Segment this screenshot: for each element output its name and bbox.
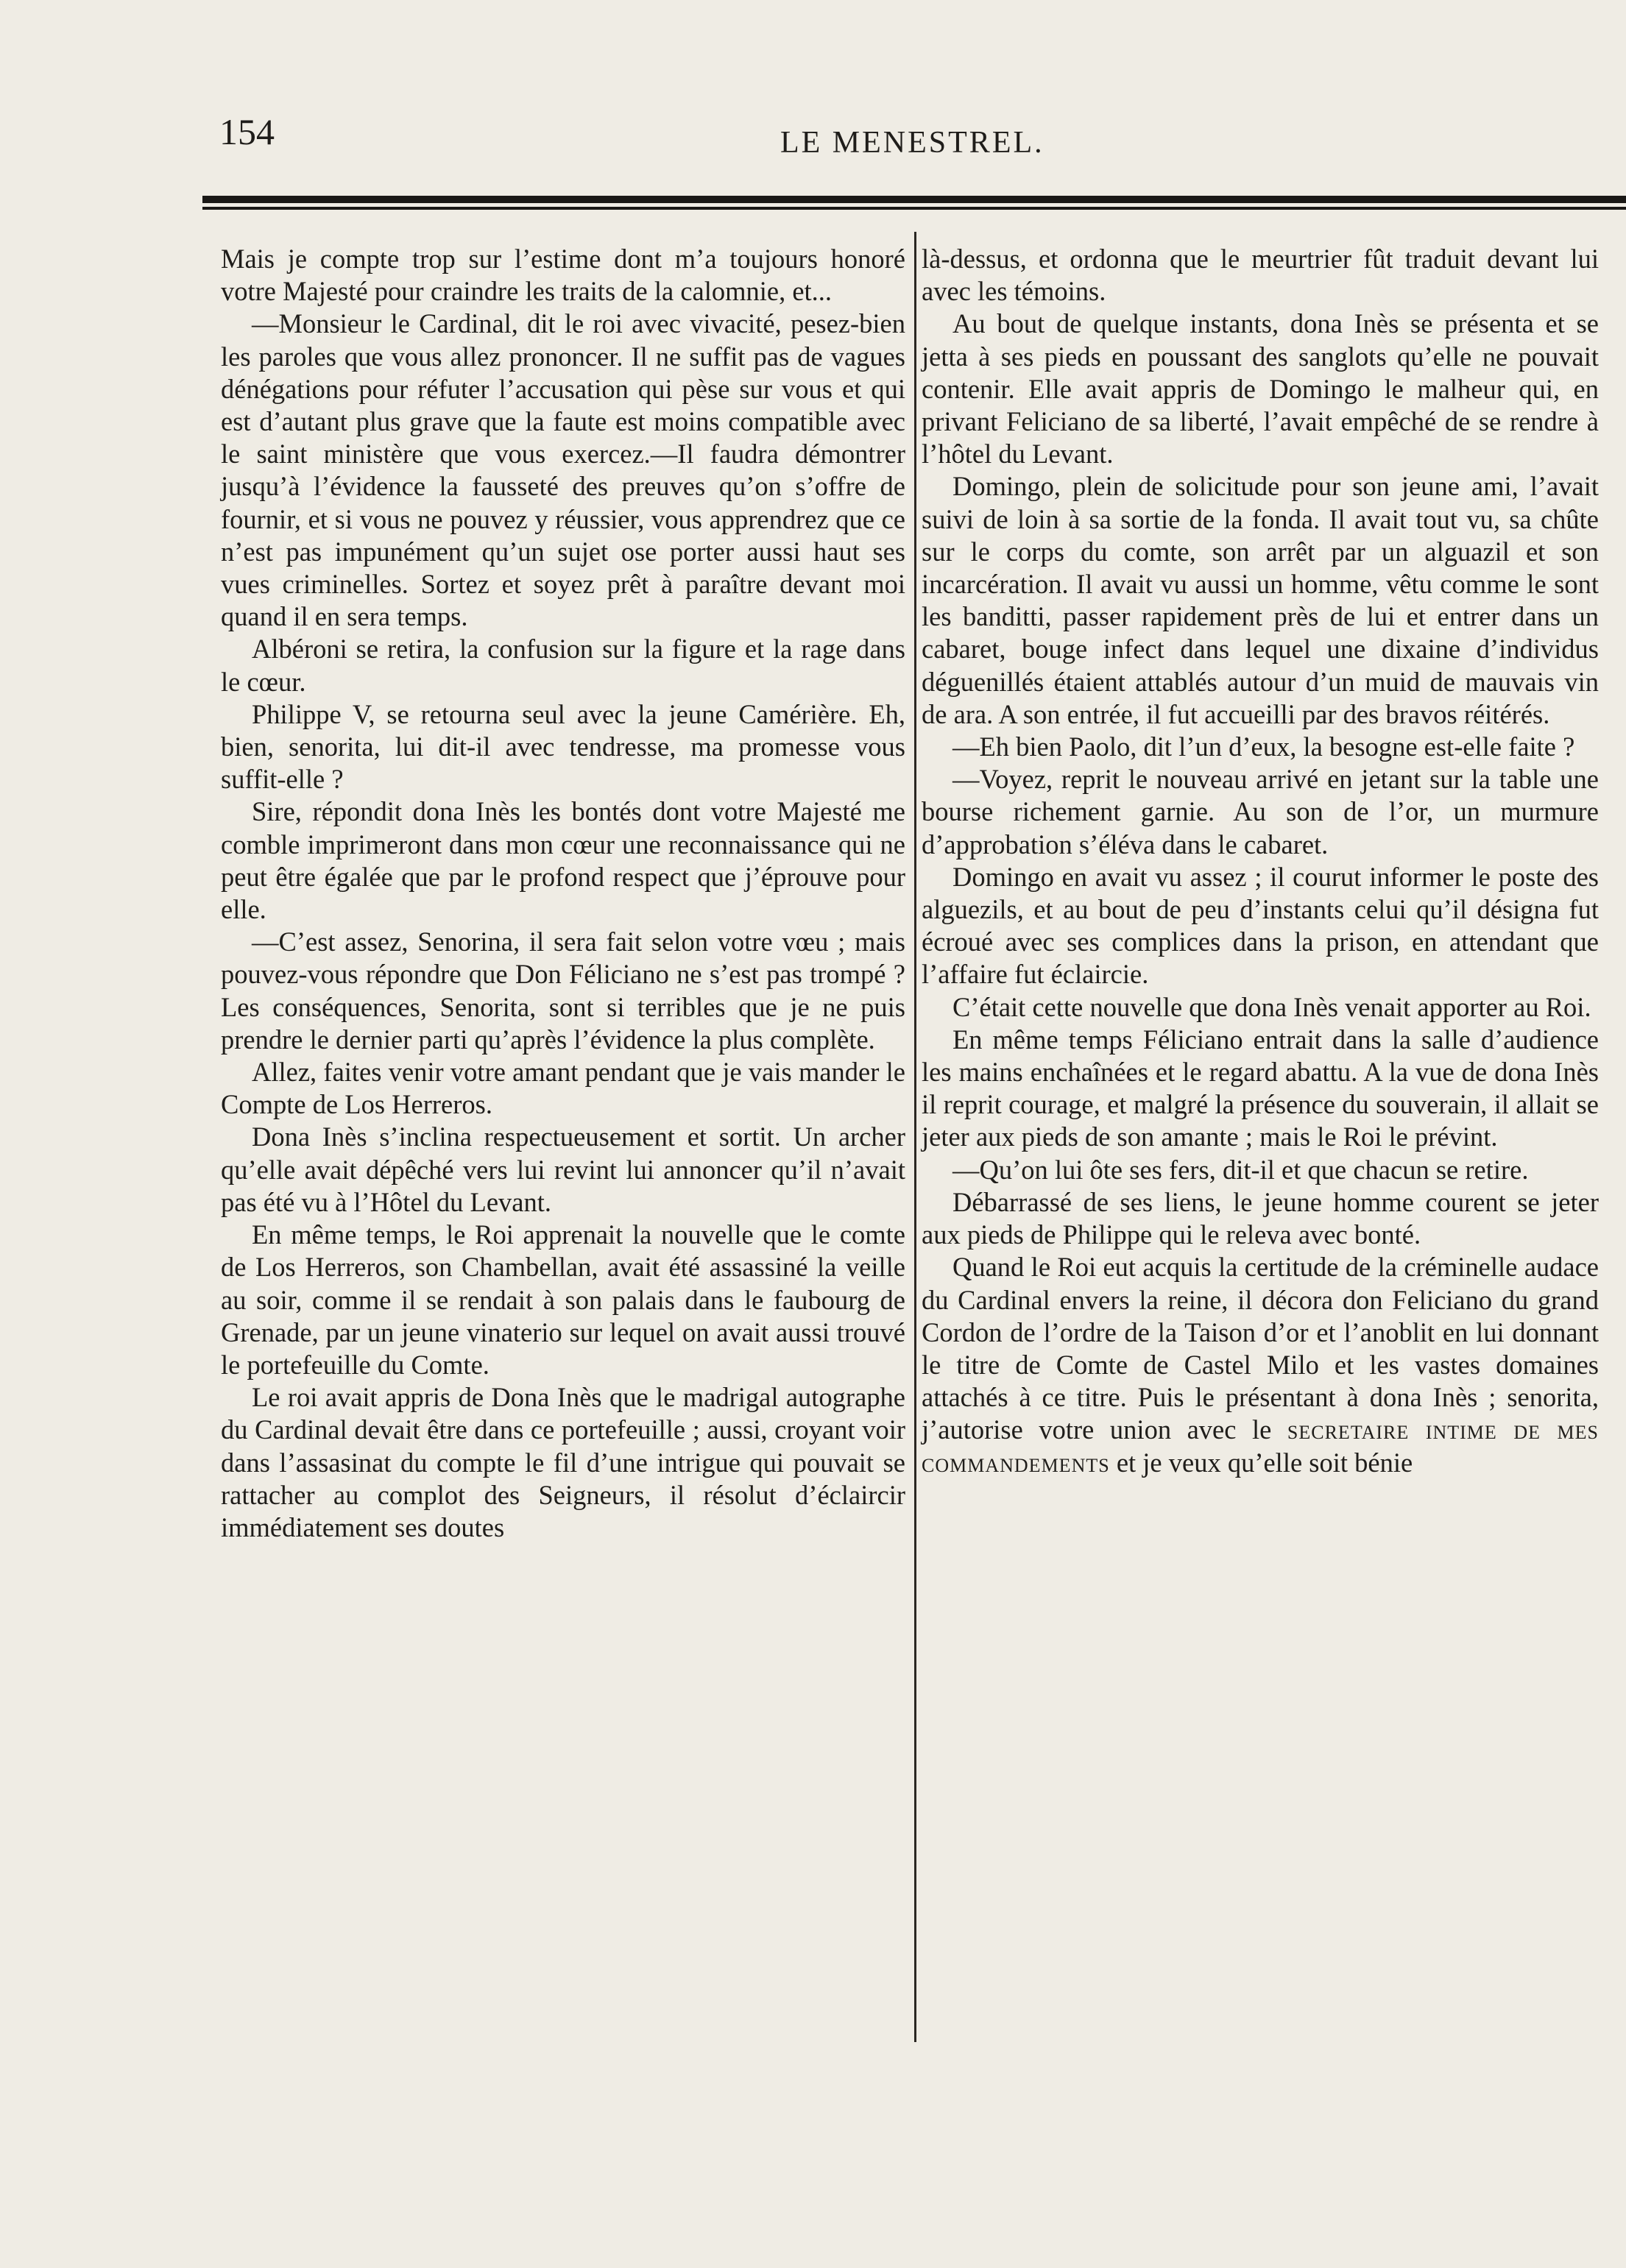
running-title: LE MENESTREL. — [780, 126, 1044, 160]
closing-text: et je veux qu’elle soit bénie — [1116, 1447, 1413, 1478]
paragraph: Sire, répondit dona Inès les bontés dont votre Majesté me comble imprimeront dans mon cœur une reconnaissance qui ne peut être égalée que par le profond respect que j’éprouve pour elle. — [221, 796, 905, 925]
column-divider — [914, 232, 916, 2042]
header-rule-thin — [202, 207, 1626, 210]
paragraph: —Eh bien Paolo, dit l’un d’eux, la besogne est-elle faite ? — [952, 731, 1575, 762]
paragraph: C’était cette nouvelle que dona Inès venait apporter au Roi. — [952, 991, 1591, 1022]
paragraph: —Qu’on lui ôte ses fers, dit-il et que chacun se retire. — [952, 1154, 1529, 1185]
right-column — [922, 243, 1599, 1479]
smallcaps-phrase: secretaire intime de mes commandements — [922, 1414, 1599, 1478]
paragraph: Au bout de quelque instants, dona Inès se présenta et se jetta à ses pieds en poussant des sanglots qu’elle ne pouvait contenir. Elle avait appris de Domingo le malheur qui, en privant Feliciano de sa liberté, l’avait empêché de se rendre à l’hôtel du Levant. — [922, 308, 1599, 469]
paragraph: Philippe V, se retourna seul avec la jeune Camérière. Eh, bien, senorita, lui dit-il avec tendresse, ma promesse vous suffit-elle ? — [221, 698, 905, 795]
left-column — [221, 243, 905, 1544]
paragraph: Débarrassé de ses liens, le jeune homme courent se jeter aux pieds de Philippe qui le releva avec bonté. — [922, 1186, 1599, 1250]
paragraph: —C’est assez, Senorina, il sera fait selon votre vœu ; mais pouvez-vous répondre que Don Féliciano ne s’est pas trompé ? Les conséquences, Senorita, sont si terribles que je ne puis prendre le dernier parti qu’après l’évidence la plus complète. — [221, 926, 905, 1055]
paragraph: En même temps, le Roi apprenait la nouvelle que le comte de Los Herreros, son Chambellan, avait été assassiné la veille au soir, comme il se rendait à son palais dans le faubourg de Grenade, par un jeune vinaterio sur lequel on avait aussi trouvé le portefeuille du Comte. — [221, 1219, 905, 1380]
paragraph: Dona Inès s’inclina respectueusement et sortit. Un archer qu’elle avait dépêché vers lui revint lui annoncer qu’il n’avait pas été vu à l’Hôtel du Levant. — [221, 1121, 905, 1217]
paragraph: —Monsieur le Cardinal, dit le roi avec vivacité, pesez-bien les paroles que vous allez prononcer. Il ne suffit pas de vagues dénégations pour réfuter l’accusation qui pèse sur vous et qui est d’autant plus grave que la faute est moins compatible avec le saint ministère que vous exercez.—Il faudra démontrer jusqu’à l’évidence la fausseté des preuves qu’on s’offre de fournir, et si vous ne pouvez y réussier, vous apprendrez que ce n’est pas impunément qu’un sujet ose porter aussi haut ses vues criminelles. Sortez et soyez prêt à paraître devant moi quand il en sera temps. — [221, 308, 905, 632]
paragraph: Domingo en avait vu assez ; il courut informer le poste des alguezils, et au bout de peu d’instants celui qu’il désigna fut écroué avec ses complices dans la prison, en attendant que l’affaire fut éclaircie. — [922, 861, 1599, 990]
paragraph: Domingo, plein de solicitude pour son jeune ami, l’avait suivi de loin à sa sortie de la fonda. Il avait tout vu, sa chûte sur le corps du comte, son arrêt par un alguazil et son incarcération. Il avait vu aussi un homme, vêtu comme le sont les banditti, passer rapidement près de lui et entrer dans un cabaret, bouge infect dans lequel une dixaine d’individus déguenillés étaient attablés autour d’un muid de mauvais vin de ara. A son entrée, il fut accueilli par des bravos réitérés. — [922, 471, 1599, 729]
paragraph: En même temps Féliciano entrait dans la salle d’audience les mains enchaînées et le regard abattu. A la vue de dona Inès il reprit courage, et malgré la présence du souverain, il allait se jeter aux pieds de son amante ; mais le Roi le prévint. — [922, 1024, 1599, 1152]
paragraph: —Voyez, reprit le nouveau arrivé en jetant sur la table une bourse richement garnie. Au son de l’or, un murmure d’approbation s’éléva dans le cabaret. — [922, 764, 1599, 860]
paragraph: Albéroni se retira, la confusion sur la figure et la rage dans le cœur. — [221, 634, 905, 697]
paragraph: Mais je compte trop sur l’estime dont m’a toujours honoré votre Majesté pour craindre les traits de la calomnie, et... — [221, 244, 905, 307]
header-rule-thick — [202, 196, 1626, 203]
page-number: 154 — [219, 111, 275, 152]
paragraph: Allez, faites venir votre amant pendant que je vais mander le Compte de Los Herreros. — [221, 1057, 905, 1120]
final-paragraph — [922, 1251, 1599, 1478]
paragraph: Le roi avait appris de Dona Inès que le madrigal autographe du Cardinal devait être dans ce portefeuille ; aussi, croyant voir dans l’assasinat du compte le fil d’une intrigue qui pouvait se rattacher au complot des Seigneurs, il résolut d’éclaircir immédiatement ses doutes — [221, 1382, 905, 1542]
paragraph-text: Quand le Roi eut acquis la certitude de la créminelle audace du Cardinal envers la reine, il décora don Feliciano du grand Cordon de l’ordre de la Taison d’or et l’anoblit en lui donnant le titre de Comte de Castel Milo et les vastes domaines attachés à ce titre. Puis le présentant à dona Inès ; senorita, j’autorise votre union avec le — [922, 1252, 1599, 1445]
continued-line: là-dessus, et ordonna que le meurtrier fût traduit devant lui avec les témoins. — [922, 244, 1599, 307]
